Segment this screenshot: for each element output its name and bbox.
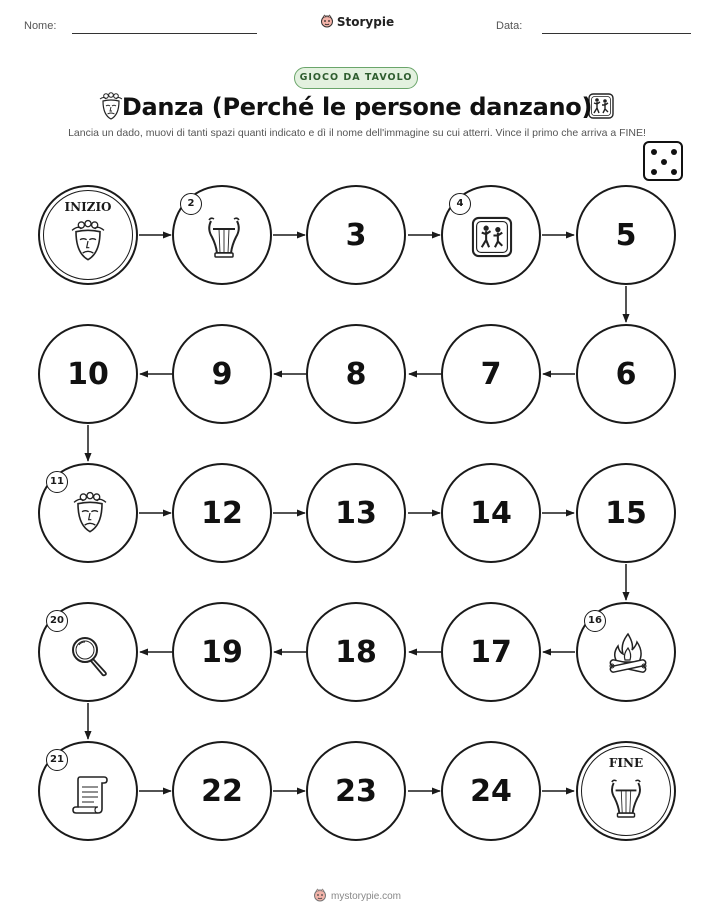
footer-url[interactable]: mystorypie.com	[330, 891, 401, 903]
cell-number-badge: 21	[46, 749, 68, 771]
cell-number: 18	[335, 634, 377, 670]
game-type-badge: GIOCO DA TAVOLO	[294, 67, 418, 89]
cell-number: 19	[201, 634, 243, 670]
cell-number: 12	[201, 495, 243, 531]
cell-number: 23	[335, 773, 377, 809]
cell-number: 3	[345, 217, 367, 253]
board-cell-15[interactable]	[576, 463, 676, 563]
board-cell-3[interactable]	[306, 185, 406, 285]
end-label: FINE	[608, 756, 644, 770]
cell-number: 8	[345, 356, 367, 392]
cell-number-badge: 2	[180, 193, 202, 215]
date-label: Data:	[496, 20, 523, 32]
board-cell-18[interactable]	[306, 602, 406, 702]
cell-number: 6	[615, 356, 637, 392]
storypie-logo-icon	[313, 888, 327, 905]
cell-number-badge: 11	[46, 471, 68, 493]
brand-name: Storypie	[336, 15, 395, 29]
board-cell-2[interactable]	[172, 185, 272, 285]
board-cell-20[interactable]	[38, 602, 138, 702]
cell-number: 15	[605, 495, 647, 531]
start-cell[interactable]	[38, 185, 138, 285]
cell-number: 5	[615, 217, 637, 253]
cell-number: 7	[480, 356, 502, 392]
board-cell-6[interactable]	[576, 324, 676, 424]
board-cell-11[interactable]	[38, 463, 138, 563]
board-cell-10[interactable]	[38, 324, 138, 424]
lyre-icon	[608, 777, 644, 825]
scroll-icon	[70, 771, 110, 821]
board-cell-7[interactable]	[441, 324, 541, 424]
board-cell-19[interactable]	[172, 602, 272, 702]
board-cell-13[interactable]	[306, 463, 406, 563]
magnifying-glass-icon	[68, 634, 112, 682]
campfire-icon	[606, 630, 650, 682]
board-cell-4[interactable]	[441, 185, 541, 285]
board-cell-17[interactable]	[441, 602, 541, 702]
board-cell-9[interactable]	[172, 324, 272, 424]
cell-number: 22	[201, 773, 243, 809]
cell-number: 14	[470, 495, 512, 531]
board-cell-12[interactable]	[172, 463, 272, 563]
end-cell[interactable]	[576, 741, 676, 841]
board-cell-8[interactable]	[306, 324, 406, 424]
cell-number: 10	[67, 356, 109, 392]
board-cell-21[interactable]	[38, 741, 138, 841]
dancers-icon	[470, 215, 514, 263]
cell-number-badge: 20	[46, 610, 68, 632]
theater-mask-icon	[70, 491, 110, 539]
cell-number: 9	[211, 356, 233, 392]
lyre-icon	[205, 215, 243, 265]
start-label: INIZIO	[64, 200, 112, 214]
cell-number: 17	[470, 634, 512, 670]
page-title: Danza (Perché le persone danzano)	[121, 93, 593, 121]
footer	[0, 888, 714, 905]
cell-number: 24	[470, 773, 512, 809]
board-cell-16[interactable]	[576, 602, 676, 702]
theater-mask-icon	[68, 219, 108, 267]
board-cell-23[interactable]	[306, 741, 406, 841]
board-cell-24[interactable]	[441, 741, 541, 841]
name-label: Nome:	[24, 20, 57, 32]
instructions: Lancia un dado, muovi di tanti spazi quanti indicato e dì il nome dell'immagine su cui atterri. Vince il primo che arriva a FINE!	[68, 127, 646, 139]
board-cell-5[interactable]	[576, 185, 676, 285]
board-cell-22[interactable]	[172, 741, 272, 841]
board-cell-14[interactable]	[441, 463, 541, 563]
cell-number-badge: 16	[584, 610, 606, 632]
cell-number-badge: 4	[449, 193, 471, 215]
cell-number: 13	[335, 495, 377, 531]
